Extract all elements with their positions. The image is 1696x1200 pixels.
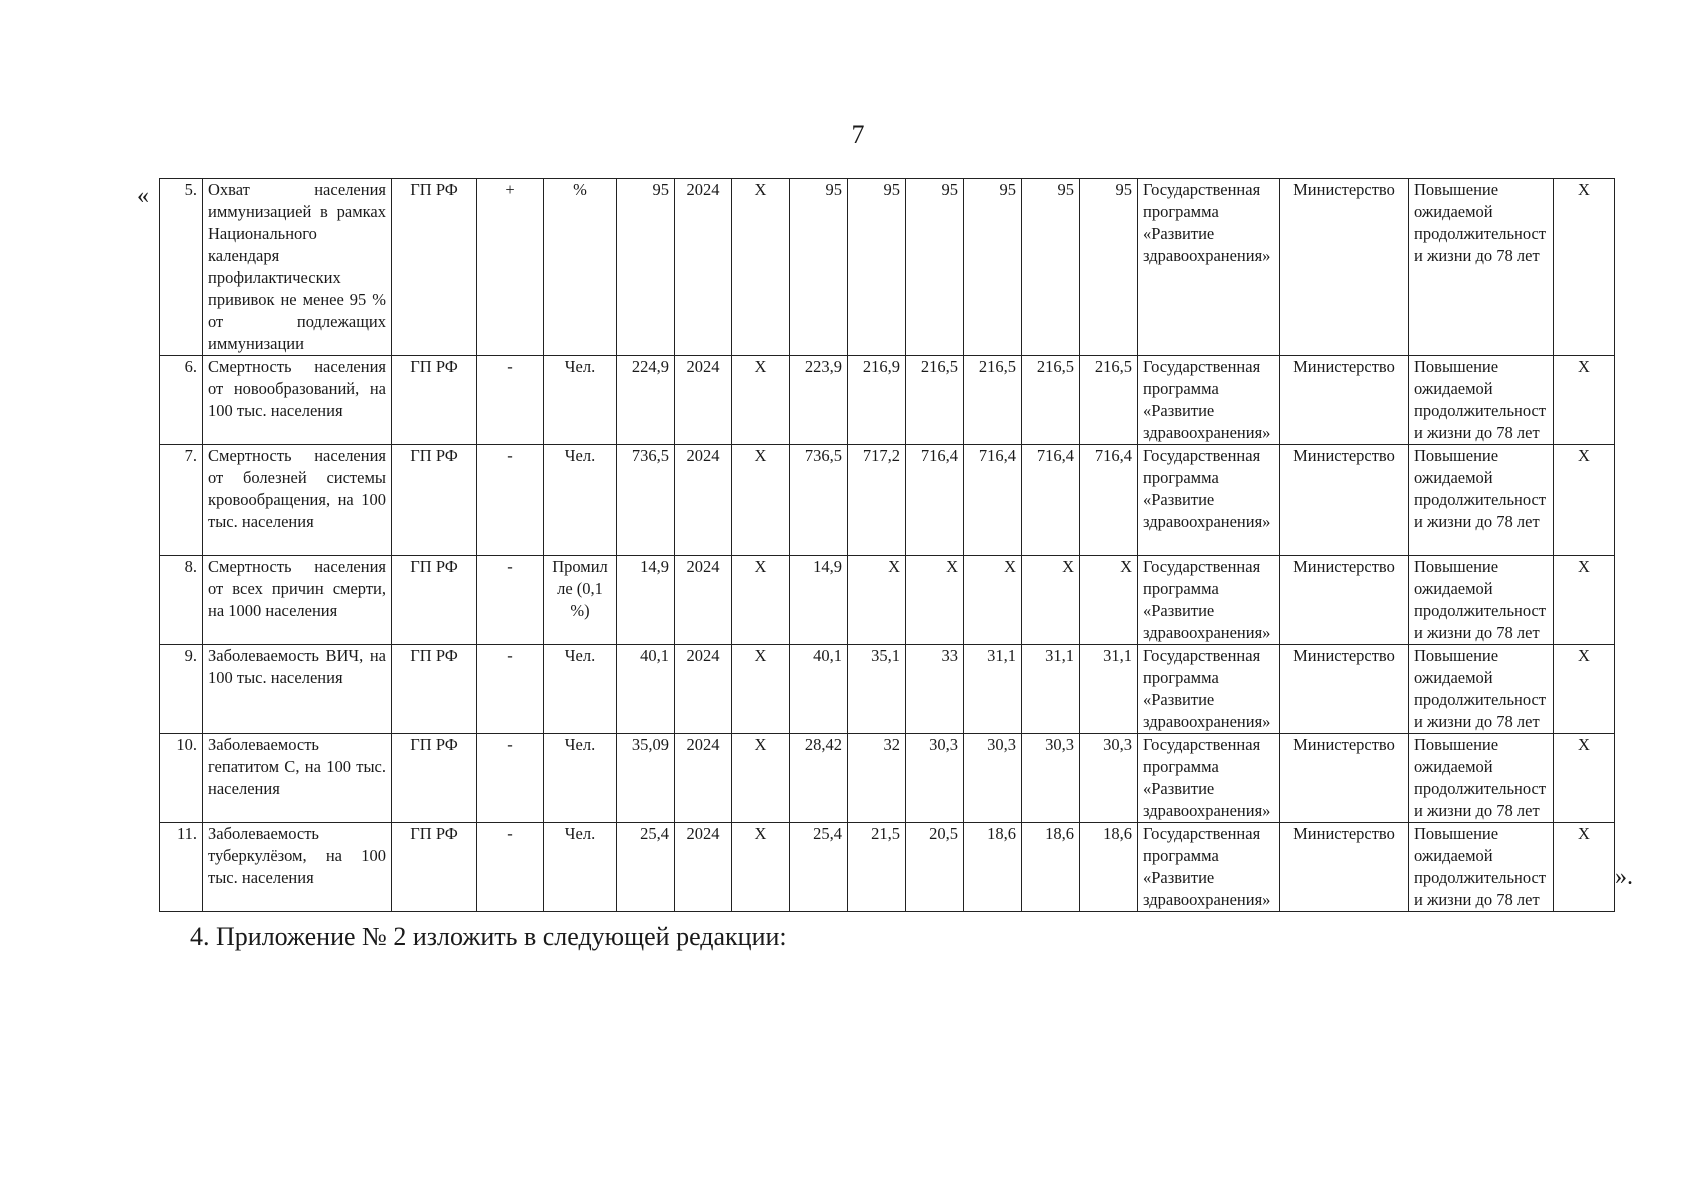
cell-v4: 30,3	[964, 734, 1022, 823]
cell-name: Заболеваемость гепатитом С, на 100 тыс. населения	[203, 734, 392, 823]
cell-last: Х	[1554, 179, 1615, 356]
table-row	[160, 556, 1615, 645]
cell-v3: 716,4	[906, 445, 964, 556]
table-row	[160, 179, 1615, 356]
cell-v2: 717,2	[848, 445, 906, 556]
cell-col7: Х	[732, 556, 790, 645]
cell-v6: Х	[1080, 556, 1138, 645]
cell-base: 224,9	[617, 356, 675, 445]
cell-num: 6.	[160, 356, 203, 445]
cell-sign: -	[477, 734, 544, 823]
cell-sign: -	[477, 356, 544, 445]
cell-v6: 31,1	[1080, 645, 1138, 734]
cell-v1: 14,9	[790, 556, 848, 645]
cell-v1: 28,42	[790, 734, 848, 823]
cell-base: 35,09	[617, 734, 675, 823]
indicators-table	[159, 178, 1615, 912]
table-body	[160, 179, 1615, 912]
cell-v4: 18,6	[964, 823, 1022, 912]
cell-sign: -	[477, 823, 544, 912]
cell-program: Государственная программа «Развитие здравоохранения»	[1138, 179, 1280, 356]
cell-responsible: Министерство	[1280, 356, 1409, 445]
cell-unit: Чел.	[544, 823, 617, 912]
cell-year: 2024	[675, 445, 732, 556]
cell-col7: Х	[732, 734, 790, 823]
table-row	[160, 734, 1615, 823]
cell-v1: 95	[790, 179, 848, 356]
cell-unit: Чел.	[544, 734, 617, 823]
cell-unit: Чел.	[544, 645, 617, 734]
cell-year: 2024	[675, 179, 732, 356]
cell-level: ГП РФ	[392, 445, 477, 556]
cell-v5: 216,5	[1022, 356, 1080, 445]
cell-v6: 30,3	[1080, 734, 1138, 823]
cell-base: 25,4	[617, 823, 675, 912]
cell-v5: Х	[1022, 556, 1080, 645]
cell-program: Государственная программа «Развитие здравоохранения»	[1138, 823, 1280, 912]
cell-goal: Повышение ожидаемой продолжительности жизни до 78 лет	[1409, 823, 1554, 912]
cell-goal: Повышение ожидаемой продолжительности жизни до 78 лет	[1409, 356, 1554, 445]
cell-v1: 736,5	[790, 445, 848, 556]
cell-num: 7.	[160, 445, 203, 556]
cell-unit: Чел.	[544, 356, 617, 445]
cell-name: Смертность населения от всех причин смерти, на 1000 населения	[203, 556, 392, 645]
cell-program: Государственная программа «Развитие здравоохранения»	[1138, 734, 1280, 823]
cell-last: Х	[1554, 556, 1615, 645]
cell-responsible: Министерство	[1280, 823, 1409, 912]
cell-responsible: Министерство	[1280, 645, 1409, 734]
cell-v2: 95	[848, 179, 906, 356]
cell-level: ГП РФ	[392, 179, 477, 356]
cell-v4: 716,4	[964, 445, 1022, 556]
cell-v5: 95	[1022, 179, 1080, 356]
cell-v5: 30,3	[1022, 734, 1080, 823]
cell-base: 736,5	[617, 445, 675, 556]
cell-unit: %	[544, 179, 617, 356]
cell-level: ГП РФ	[392, 645, 477, 734]
table-row	[160, 356, 1615, 445]
table-row	[160, 645, 1615, 734]
cell-year: 2024	[675, 734, 732, 823]
cell-v4: 95	[964, 179, 1022, 356]
cell-responsible: Министерство	[1280, 734, 1409, 823]
cell-v3: Х	[906, 556, 964, 645]
cell-num: 11.	[160, 823, 203, 912]
cell-program: Государственная программа «Развитие здравоохранения»	[1138, 356, 1280, 445]
closing-quote: ».	[1615, 864, 1633, 890]
cell-v1: 223,9	[790, 356, 848, 445]
cell-base: 40,1	[617, 645, 675, 734]
cell-num: 8.	[160, 556, 203, 645]
cell-v6: 18,6	[1080, 823, 1138, 912]
cell-v2: 32	[848, 734, 906, 823]
cell-responsible: Министерство	[1280, 445, 1409, 556]
cell-v4: 31,1	[964, 645, 1022, 734]
cell-last: Х	[1554, 823, 1615, 912]
cell-sign: -	[477, 645, 544, 734]
cell-level: ГП РФ	[392, 556, 477, 645]
cell-col7: Х	[732, 823, 790, 912]
cell-col7: Х	[732, 356, 790, 445]
cell-base: 95	[617, 179, 675, 356]
cell-num: 9.	[160, 645, 203, 734]
cell-unit: Чел.	[544, 445, 617, 556]
cell-v1: 40,1	[790, 645, 848, 734]
cell-base: 14,9	[617, 556, 675, 645]
cell-goal: Повышение ожидаемой продолжительности жизни до 78 лет	[1409, 734, 1554, 823]
cell-sign: -	[477, 445, 544, 556]
cell-v2: 216,9	[848, 356, 906, 445]
instruction-paragraph: 4. Приложение № 2 изложить в следующей редакции:	[190, 922, 787, 951]
cell-last: Х	[1554, 356, 1615, 445]
cell-v3: 95	[906, 179, 964, 356]
cell-last: Х	[1554, 445, 1615, 556]
cell-v2: 21,5	[848, 823, 906, 912]
cell-name: Заболеваемость туберкулёзом, на 100 тыс. населения	[203, 823, 392, 912]
cell-level: ГП РФ	[392, 734, 477, 823]
cell-program: Государственная программа «Развитие здравоохранения»	[1138, 445, 1280, 556]
cell-col7: Х	[732, 645, 790, 734]
cell-level: ГП РФ	[392, 823, 477, 912]
cell-goal: Повышение ожидаемой продолжительности жизни до 78 лет	[1409, 556, 1554, 645]
cell-responsible: Министерство	[1280, 179, 1409, 356]
cell-v1: 25,4	[790, 823, 848, 912]
table-row	[160, 823, 1615, 912]
cell-v3: 20,5	[906, 823, 964, 912]
cell-v5: 18,6	[1022, 823, 1080, 912]
cell-col7: Х	[732, 179, 790, 356]
cell-goal: Повышение ожидаемой продолжительности жизни до 78 лет	[1409, 645, 1554, 734]
cell-sign: +	[477, 179, 544, 356]
cell-v4: Х	[964, 556, 1022, 645]
cell-last: Х	[1554, 734, 1615, 823]
cell-program: Государственная программа «Развитие здравоохранения»	[1138, 556, 1280, 645]
cell-v3: 33	[906, 645, 964, 734]
cell-num: 10.	[160, 734, 203, 823]
cell-v3: 30,3	[906, 734, 964, 823]
cell-v3: 216,5	[906, 356, 964, 445]
cell-year: 2024	[675, 356, 732, 445]
cell-year: 2024	[675, 823, 732, 912]
opening-quote: «	[137, 183, 149, 209]
cell-col7: Х	[732, 445, 790, 556]
cell-name: Охват населения иммунизацией в рамках Национального календаря профилактических прививок не менее 95 % от подлежащих иммунизации	[203, 179, 392, 356]
cell-v6: 216,5	[1080, 356, 1138, 445]
cell-program: Государственная программа «Развитие здравоохранения»	[1138, 645, 1280, 734]
cell-name: Заболеваемость ВИЧ, на 100 тыс. населения	[203, 645, 392, 734]
table-row	[160, 445, 1615, 556]
cell-name: Смертность населения от болезней системы кровообращения, на 100 тыс. населения	[203, 445, 392, 556]
cell-v5: 31,1	[1022, 645, 1080, 734]
cell-year: 2024	[675, 556, 732, 645]
page-number: 7	[851, 120, 865, 149]
cell-v4: 216,5	[964, 356, 1022, 445]
cell-name: Смертность населения от новообразований, на 100 тыс. населения	[203, 356, 392, 445]
cell-level: ГП РФ	[392, 356, 477, 445]
cell-last: Х	[1554, 645, 1615, 734]
cell-v5: 716,4	[1022, 445, 1080, 556]
cell-v6: 716,4	[1080, 445, 1138, 556]
cell-goal: Повышение ожидаемой продолжительности жизни до 78 лет	[1409, 445, 1554, 556]
cell-unit: Промилле (0,1 %)	[544, 556, 617, 645]
cell-year: 2024	[675, 645, 732, 734]
cell-v2: Х	[848, 556, 906, 645]
cell-v2: 35,1	[848, 645, 906, 734]
cell-num: 5.	[160, 179, 203, 356]
cell-sign: -	[477, 556, 544, 645]
cell-responsible: Министерство	[1280, 556, 1409, 645]
cell-v6: 95	[1080, 179, 1138, 356]
cell-goal: Повышение ожидаемой продолжительности жизни до 78 лет	[1409, 179, 1554, 356]
